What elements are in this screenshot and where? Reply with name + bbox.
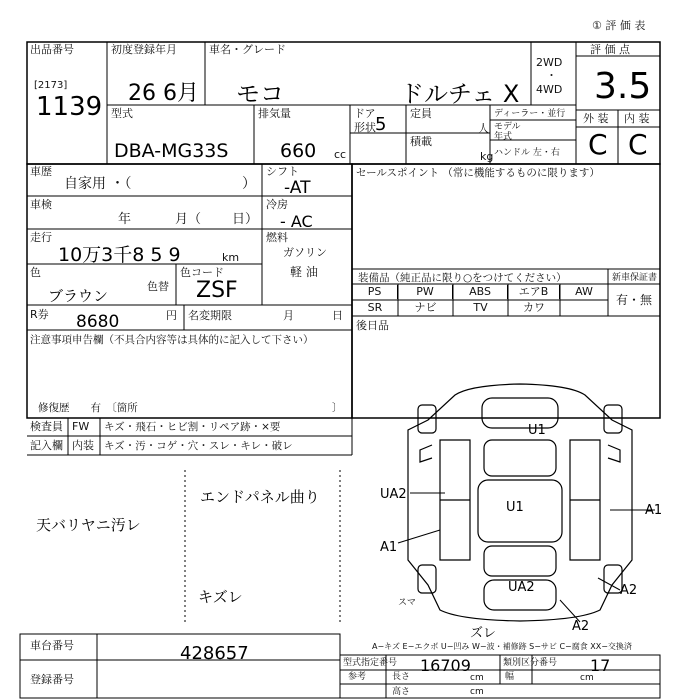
history-close: ） [242,176,256,192]
lot-number-label: 出品番号 [30,43,74,56]
name-change-month: 月 [283,309,294,322]
equip-ps: PS [352,285,398,299]
dealer-label: ディーラー・並行 [494,109,566,119]
shift-value: -AT [284,178,311,198]
class-value: 17 [590,656,611,675]
note-end-panel: エンドパネル曲り [200,488,320,506]
color-label: 色 [30,266,41,279]
class-label: 類別区分番号 [503,658,558,668]
color-code-label: 色コード [180,266,224,279]
mileage-unit: km [222,251,240,264]
displacement-label: 排気量 [258,107,291,120]
height-label: 高さ [392,687,411,697]
inspection-year: 年 [118,212,132,227]
capacity-label: 定員 [410,107,432,120]
equip-leather: カワ [523,301,545,314]
fuel-label: 燃料 [266,231,288,244]
diagram-scale-note: スマ [398,598,416,608]
first-registration-label: 初度登録年月 [111,43,177,56]
color-change-label: 色替 [147,280,169,293]
mileage-value: 10万3千8 5 9 [58,244,181,266]
interior-row-label: 内装 [72,439,94,452]
lot-sub-number: [2173] [34,80,68,91]
mark-zure: ズレ [470,626,497,641]
type-value: DBA-MG33S [114,140,229,162]
drive-4wd: 4WD [536,83,563,96]
width-unit: cm [580,673,594,683]
fw-label: FW [72,420,90,433]
recycle-value: 8680 [76,312,120,332]
mileage-label: 走行 [30,231,52,244]
history-label: 車歴 [30,165,52,178]
warranty-label: 新車保証書 [612,273,658,283]
exterior-grade: C [588,128,608,161]
mark-ua2-left: UA2 [380,487,407,502]
first-registration-value: 26 6月 [128,81,199,106]
height-unit: cm [470,687,484,697]
ac-value: - AC [280,212,313,231]
model-spec-label: 型式指定番号 [343,658,398,668]
inspection-month: 月（ [175,212,202,227]
width-label: 幅 [505,672,515,682]
ac-label: 冷房 [266,198,288,211]
name-change-label: 名変期限 [188,309,232,322]
ref-label: 参考 [348,672,367,682]
inspection-label: 車検 [30,198,52,211]
name-change-day: 日 [332,309,343,322]
load-unit: kg [480,150,494,163]
equip-navi: ナビ [414,301,437,314]
interior-label: 内 装 [624,112,650,125]
fuel-light-oil: 軽 油 [290,265,318,279]
equip-tv: TV [473,301,488,314]
recycle-label: R券 [30,308,49,321]
warranty-value: 有・無 [616,293,653,307]
fuel-gasoline: ガソリン [283,246,327,259]
mark-ua2-rear: UA2 [508,580,535,595]
equip-aw: AW [575,285,593,298]
drive-separator: ・ [546,69,557,82]
sales-point-label: セールスポイント （常に機能するものに限ります） [356,167,600,179]
drive-2wd: 2WD [536,56,563,69]
score-value: 3.5 [594,66,652,107]
door-value: 5 [375,114,387,135]
registration-label: 登録番号 [30,673,74,686]
interior-grade: C [628,128,648,161]
chassis-label: 車台番号 [30,639,74,652]
capacity-unit: 人 [478,122,489,135]
model-year-label: モデル 年式 [494,122,521,142]
inspection-day: 日） [232,212,259,227]
after-date-label: 後日品 [356,319,389,332]
length-label: 長さ [392,672,411,682]
type-label: 型式 [111,107,133,120]
repair-history-close: 〕 [332,402,343,414]
grade-value: ドルチェ X [400,80,520,108]
displacement-unit: cc [334,148,347,161]
mark-a2-bottom: A2 [572,619,590,634]
notes-label: 注意事項申告欄（不具合内容等は具体的に記入して下さい） [30,334,314,346]
mark-a1-left: A1 [380,540,398,555]
inspector-entry-label: 記入欄 [30,439,63,452]
history-value: 自家用 ・（ [64,176,132,192]
diagram-legend: A−キズ E−エクボ U−凹み W−波・補修跡 S−サビ C−腐食 XX−交換済 [372,642,632,651]
score-label: 評 価 点 [590,43,630,56]
note-scratch: キズレ [198,588,243,606]
repair-history-label: 修復歴 有 〔箇所 [38,402,138,414]
equipment-label: 装備品（純正品に限り○をつけてください） [358,272,567,284]
interior-items: キズ・汚・コゲ・穴・スレ・キレ・破レ [104,440,293,452]
equip-sr: SR [367,301,383,314]
equip-pw: PW [398,285,453,299]
recycle-unit: 円 [166,309,177,322]
chassis-value: 428657 [180,643,249,664]
car-name-value: モコ [236,80,284,108]
length-unit: cm [470,673,484,683]
displacement-value: 660 [280,140,317,162]
model-spec-value: 16709 [420,656,471,675]
handle-label: ハンドル 左・右 [494,148,560,158]
load-label: 積載 [410,135,432,148]
mark-a2-right: A2 [620,583,638,598]
shape-label: 形状 [354,121,376,134]
fw-items: キズ・飛石・ヒビ割・リペア跡・×要 [104,421,281,433]
equip-airbag: エアB [508,285,560,299]
equip-abs: ABS [453,285,508,299]
mark-u1-roof: U1 [506,500,524,515]
mark-u1-top: U1 [528,423,546,438]
door-label: ドア [354,107,376,120]
color-code-value: ZSF [196,278,238,303]
lot-number: 1139 [36,92,103,122]
note-roof: 天バリヤニ汚レ [36,516,141,534]
sheet-title: ① 評 価 表 [592,19,646,32]
mark-a1-right: A1 [645,503,663,518]
car-name-label: 車名・グレード [209,43,286,56]
color-value: ブラウン [48,287,109,305]
inspector-label: 検査員 [30,420,63,433]
exterior-label: 外 装 [583,112,609,125]
shift-label: シフト [266,165,299,178]
